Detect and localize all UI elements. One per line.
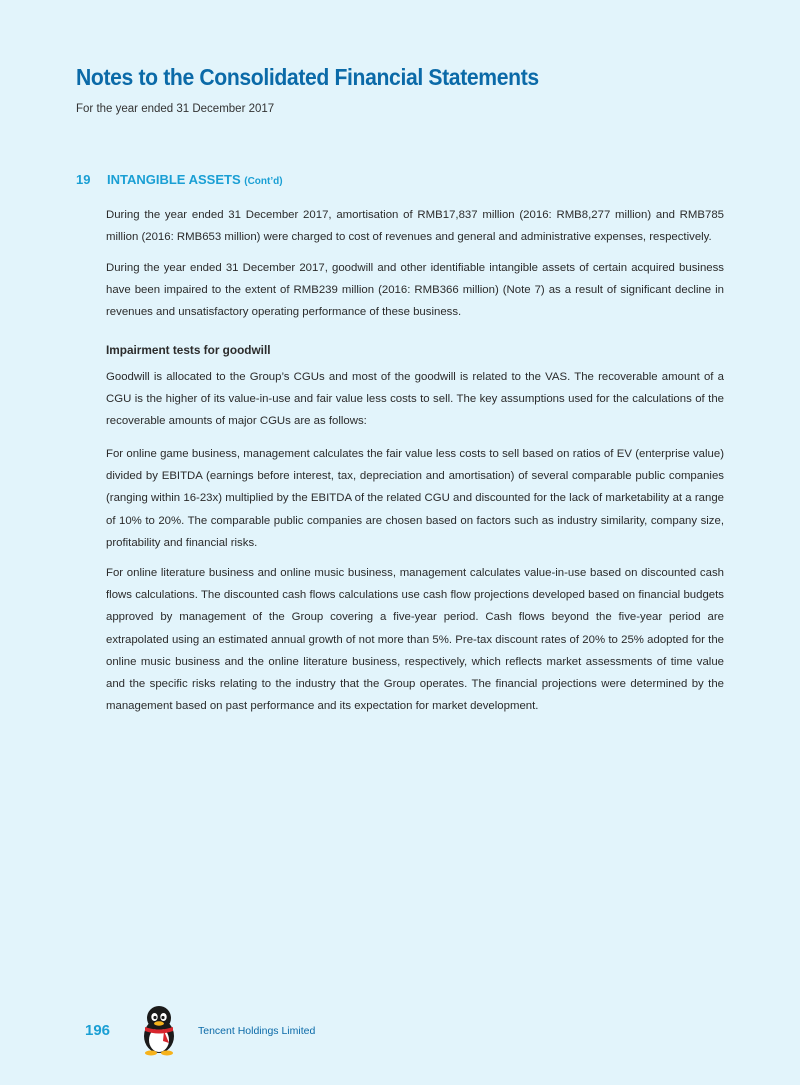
paragraph-amortisation: During the year ended 31 December 2017, amortisation of RMB17,837 million (2016: RMB8,277 million) and RMB785 million (2016: RMB653 million) were charged to cost of revenues and general and administrative expenses, respectively. — [106, 209, 724, 244]
section-cont-label: (Cont’d) — [244, 176, 283, 187]
section-heading — [76, 172, 283, 187]
penguin-mascot-icon — [136, 1004, 182, 1056]
page-subtitle: For the year ended 31 December 2017 — [76, 103, 275, 115]
paragraph-online-literature-music: For online literature business and online music business, management calculates value-in-use based on discounted cash flows calculations. The discounted cash flows calculations use cash flow projections developed based on financial budgets approved by management of the Group covering a five-year period. Cash flows beyond the five-year period are extrapolated using an estimated annual growth of not more than 5%. Pre-tax discount rates of 20% to 25% adopted for the online music business and the online literature business, respectively, which reflects market assessments of time value and the specific risks relating to the industry that the Group operates. The financial projections were determined by the management based on past performance and its expectation for market development. — [106, 567, 724, 713]
subheading-impairment-tests: Impairment tests for goodwill — [106, 343, 271, 357]
section-number: 19 — [76, 172, 91, 187]
paragraph-online-game: For online game business, management calculates the fair value less costs to sell based on ratios of EV (enterprise value) divided by EBITDA (earnings before interest, tax, depreciation and amortisation) of several comparable public companies (ranging within 16-23x) multiplied by the EBITDA of the related CGU and discounted for the lack of marketability at a range of 10% to 20%. The comparable public companies are chosen based on factors such as industry similarity, company size, profitability and financial risks. — [106, 448, 724, 549]
paragraph-impairment: During the year ended 31 December 2017, goodwill and other identifiable intangible assets of certain acquired business have been impaired to the extent of RMB239 million (2016: RMB366 million) (Note 7) as a result of significant decline in revenues and unsatisfactory operating performance of these business. — [106, 262, 724, 319]
page-number: 196 — [85, 1022, 111, 1039]
company-name: Tencent Holdings Limited — [198, 1025, 316, 1037]
paragraph-goodwill-allocation: Goodwill is allocated to the Group’s CGUs and most of the goodwill is related to the VAS. The recoverable amount of a CGU is the higher of its value-in-use and fair value less costs to sell. The key assumptions used for the calculations of the recoverable amounts of major CGUs are as follows: — [106, 371, 724, 428]
section-title: INTANGIBLE ASSETS — [107, 172, 241, 187]
page-title: Notes to the Consolidated Financial Statements — [76, 64, 539, 90]
